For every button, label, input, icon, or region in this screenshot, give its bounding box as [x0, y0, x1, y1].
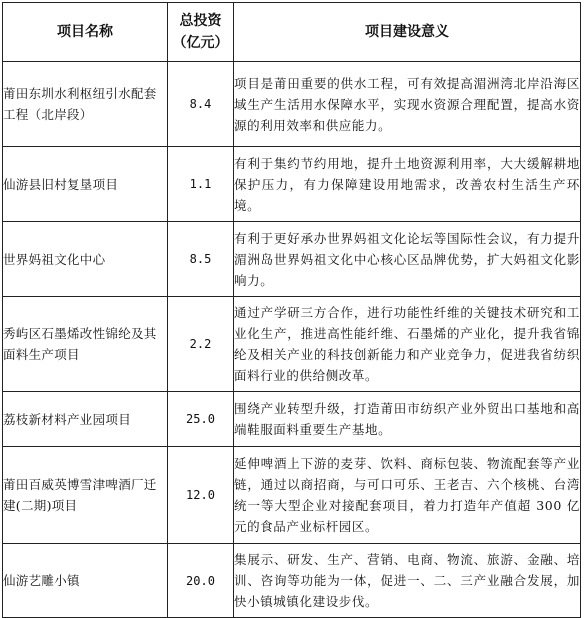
project-name-cell: 莆田百威英博雪津啤酒厂迁建(二期)项目 — [3, 447, 168, 544]
meaning-cell: 围绕产业转型升级，打造莆田市纺织产业外贸出口基地和高端鞋服面料重要生产基地。 — [234, 392, 581, 447]
meaning-cell: 有利于更好承办世界妈祖文化论坛等国际性会议，有力提升湄洲岛世界妈祖文化中心核心区品牌优势，扩大妈祖文化影响力。 — [234, 222, 581, 297]
project-table — [2, 2, 581, 618]
investment-cell: 25.0 — [168, 392, 234, 447]
project-name-cell: 莆田东圳水利枢纽引水配套工程（北岸段） — [3, 62, 168, 147]
investment-cell: 12.0 — [168, 447, 234, 544]
meaning-cell: 通过产学研三方合作，进行功能性纤维的关键技术研究和工业化生产，推进高性能纤维、石墨烯的产业化，提升我省锦纶及相关产业的科技创新能力和产业竞争力，促进我省纺织面料行业的供给侧改革。 — [234, 297, 581, 392]
project-name-cell: 荔枝新材料产业园项目 — [3, 392, 168, 447]
investment-cell: 20.0 — [168, 544, 234, 618]
meaning-cell: 有利于集约节约用地，提升土地资源利用率，大大缓解耕地保护压力，有力保障建设用地需求，改善农村生活生产环境。 — [234, 147, 581, 222]
investment-cell: 8.4 — [168, 62, 234, 147]
investment-cell: 2.2 — [168, 297, 234, 392]
table-row — [3, 297, 581, 392]
header-row — [3, 3, 581, 62]
header-project-meaning: 项目建设意义 — [234, 3, 581, 62]
table-row — [3, 544, 581, 618]
meaning-cell: 延伸啤酒上下游的麦芽、饮料、商标包装、物流配套等产业链，通过以商招商，与可口可乐、王老吉、六个核桃、台湾统一等大型企业对接配套项目，着力打造年产值超 300 亿元的食品产业标杆园区。 — [234, 447, 581, 544]
table-row — [3, 62, 581, 147]
header-total-investment-label: 总投资 — [179, 13, 222, 29]
project-name-cell: 世界妈祖文化中心 — [3, 222, 168, 297]
table-row — [3, 447, 581, 544]
header-total-investment-unit: （亿元） — [172, 35, 229, 51]
investment-cell: 1.1 — [168, 147, 234, 222]
table-row — [3, 222, 581, 297]
header-total-investment — [168, 3, 234, 62]
table-row — [3, 147, 581, 222]
table-row — [3, 392, 581, 447]
header-project-name: 项目名称 — [3, 3, 168, 62]
project-name-cell: 秀屿区石墨烯改性锦纶及其面料生产项目 — [3, 297, 168, 392]
meaning-cell: 集展示、研发、生产、营销、电商、物流、旅游、金融、培训、咨询等功能为一体，促进一、二、三产业融合发展，加快小镇城镇化建设步伐。 — [234, 544, 581, 618]
project-name-cell: 仙游艺雕小镇 — [3, 544, 168, 618]
investment-cell: 8.5 — [168, 222, 234, 297]
meaning-cell: 项目是莆田重要的供水工程，可有效提高湄洲湾北岸沿海区域生产生活用水保障水平，实现水资源合理配置，提高水资源的利用效率和供应能力。 — [234, 62, 581, 147]
project-name-cell: 仙游县旧村复垦项目 — [3, 147, 168, 222]
